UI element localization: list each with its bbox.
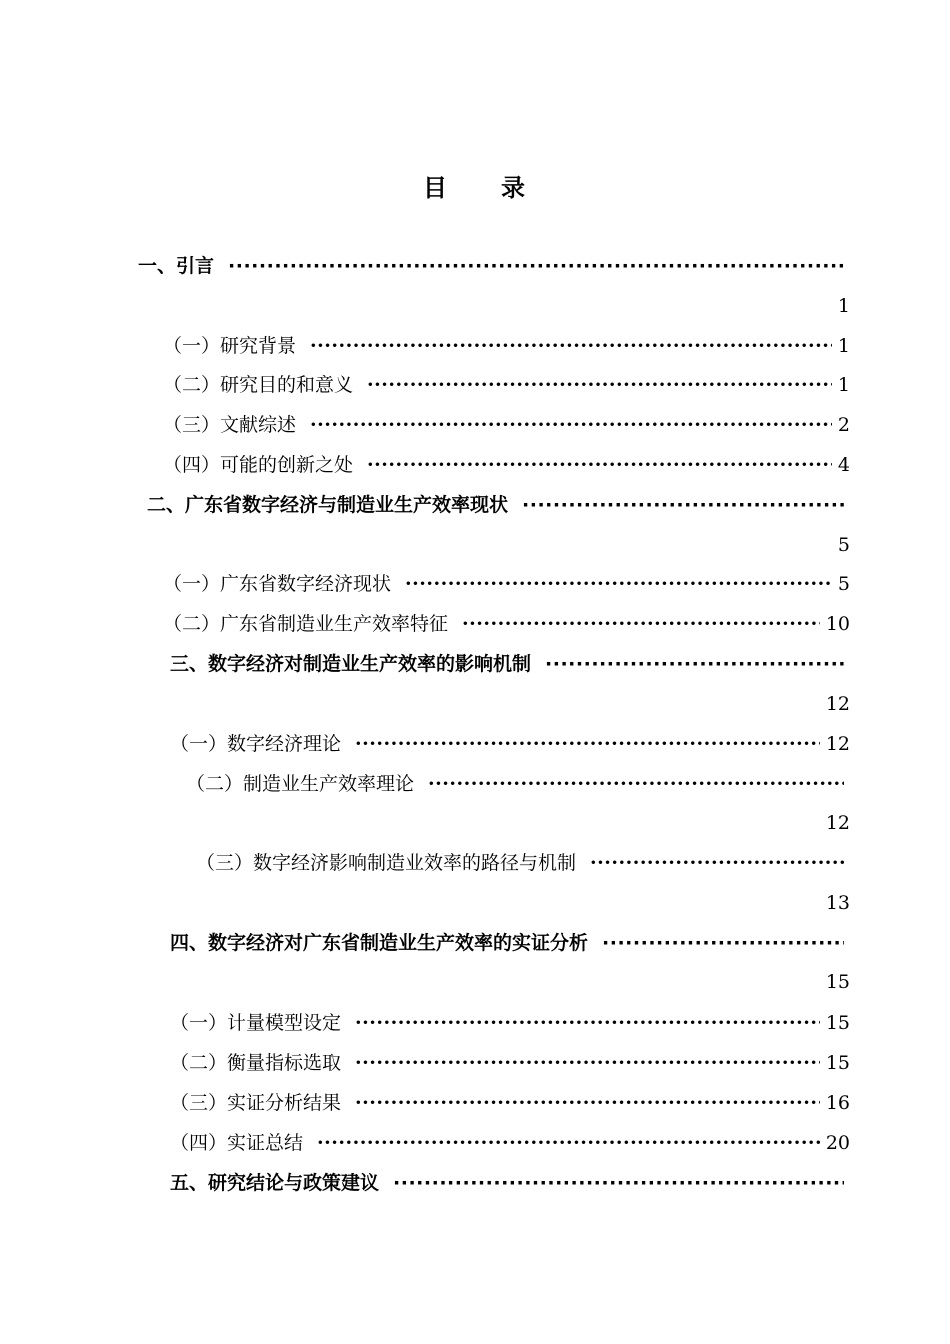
toc-dot-leader [462,610,820,638]
toc-entry-label: 二、广东省数字经济与制造业生产效率现状 [147,494,509,516]
toc-entry-label: （一）数字经济理论 [170,733,342,755]
toc-entry[interactable] [163,610,850,638]
toc-dot-leader [317,1129,820,1157]
toc-entry-label: （一）研究背景 [163,335,297,357]
toc-entry-page: 12 [825,693,850,715]
toc-entry-label: （二）衡量指标选取 [170,1052,342,1074]
toc-entry-page: 4 [837,454,850,476]
toc-entry[interactable] [163,371,850,399]
toc-entry[interactable] [170,1009,850,1037]
toc-entry[interactable] [186,770,850,798]
toc-dot-leader [367,451,832,479]
toc-entry-page: 5 [837,534,850,556]
toc-entry-label: （三）实证分析结果 [170,1092,342,1114]
toc-dot-leader [355,1049,820,1077]
toc-entry[interactable] [170,650,850,678]
toc-entry[interactable] [170,929,850,957]
toc-entry-label: 四、数字经济对广东省制造业生产效率的实证分析 [170,932,589,954]
toc-entry-page: 1 [837,335,850,357]
toc-dot-leader [545,650,844,678]
toc-entry[interactable] [196,849,850,877]
toc-entry-page: 20 [825,1132,850,1154]
toc-entry-label: （三）数字经济影响制造业效率的路径与机制 [196,852,577,874]
toc-entry[interactable] [163,451,850,479]
toc-title [0,168,950,203]
toc-dot-leader [405,570,832,598]
toc-entry-label: 三、数字经济对制造业生产效率的影响机制 [170,653,532,675]
toc-dot-leader [367,371,832,399]
toc-dot-leader [428,770,844,798]
toc-entry-page: 15 [825,1052,850,1074]
toc-entry-page: 2 [837,414,850,436]
toc-entry-label: （二）制造业生产效率理论 [186,773,415,795]
toc-dot-leader [355,730,820,758]
toc-entry[interactable] [170,730,850,758]
toc-dot-leader [355,1089,820,1117]
toc-entry-page: 15 [825,1012,850,1034]
toc-entry-page: 15 [825,971,850,993]
toc-entry[interactable] [170,1049,850,1077]
toc-entry-page: 13 [825,892,850,914]
toc-dot-leader [590,849,844,877]
toc-entry-page: 5 [837,573,850,595]
toc-dot-leader [355,1009,820,1037]
toc-entry-label: 一、引言 [138,255,215,277]
toc-entry-label: （四）可能的创新之处 [163,454,354,476]
toc-entry-page: 10 [825,613,850,635]
toc-dot-leader [310,411,832,439]
toc-entry[interactable] [170,1089,850,1117]
toc-entry[interactable] [138,252,850,280]
toc-entry-label: （一）广东省数字经济现状 [163,573,392,595]
toc-entry-label: （四）实证总结 [170,1132,304,1154]
toc-entry-label: 五、研究结论与政策建议 [170,1172,380,1194]
toc-entry-label: （二）广东省制造业生产效率特征 [163,613,449,635]
toc-entry-label: （一）计量模型设定 [170,1012,342,1034]
toc-dot-leader [393,1169,844,1197]
toc-entry-page: 1 [837,374,850,396]
toc-entry[interactable] [170,1169,850,1197]
toc-entry[interactable] [163,411,850,439]
toc-title-char-2: 录 [501,174,527,202]
toc-entry-page: 16 [825,1092,850,1114]
toc-entry-page: 1 [837,295,850,317]
toc-dot-leader [228,252,844,280]
toc-entry-page: 12 [825,812,850,834]
toc-dot-leader [602,929,844,957]
toc-entry-label: （三）文献综述 [163,414,297,436]
toc-dot-leader [310,332,832,360]
toc-entry-page: 12 [825,733,850,755]
toc-entry[interactable] [170,1129,850,1157]
toc-dot-leader [522,491,844,519]
toc-entry[interactable] [163,570,850,598]
toc-entry-label: （二）研究目的和意义 [163,374,354,396]
toc-entry[interactable] [147,491,850,519]
toc-entry[interactable] [163,332,850,360]
toc-title-char-1: 目 [423,174,449,202]
